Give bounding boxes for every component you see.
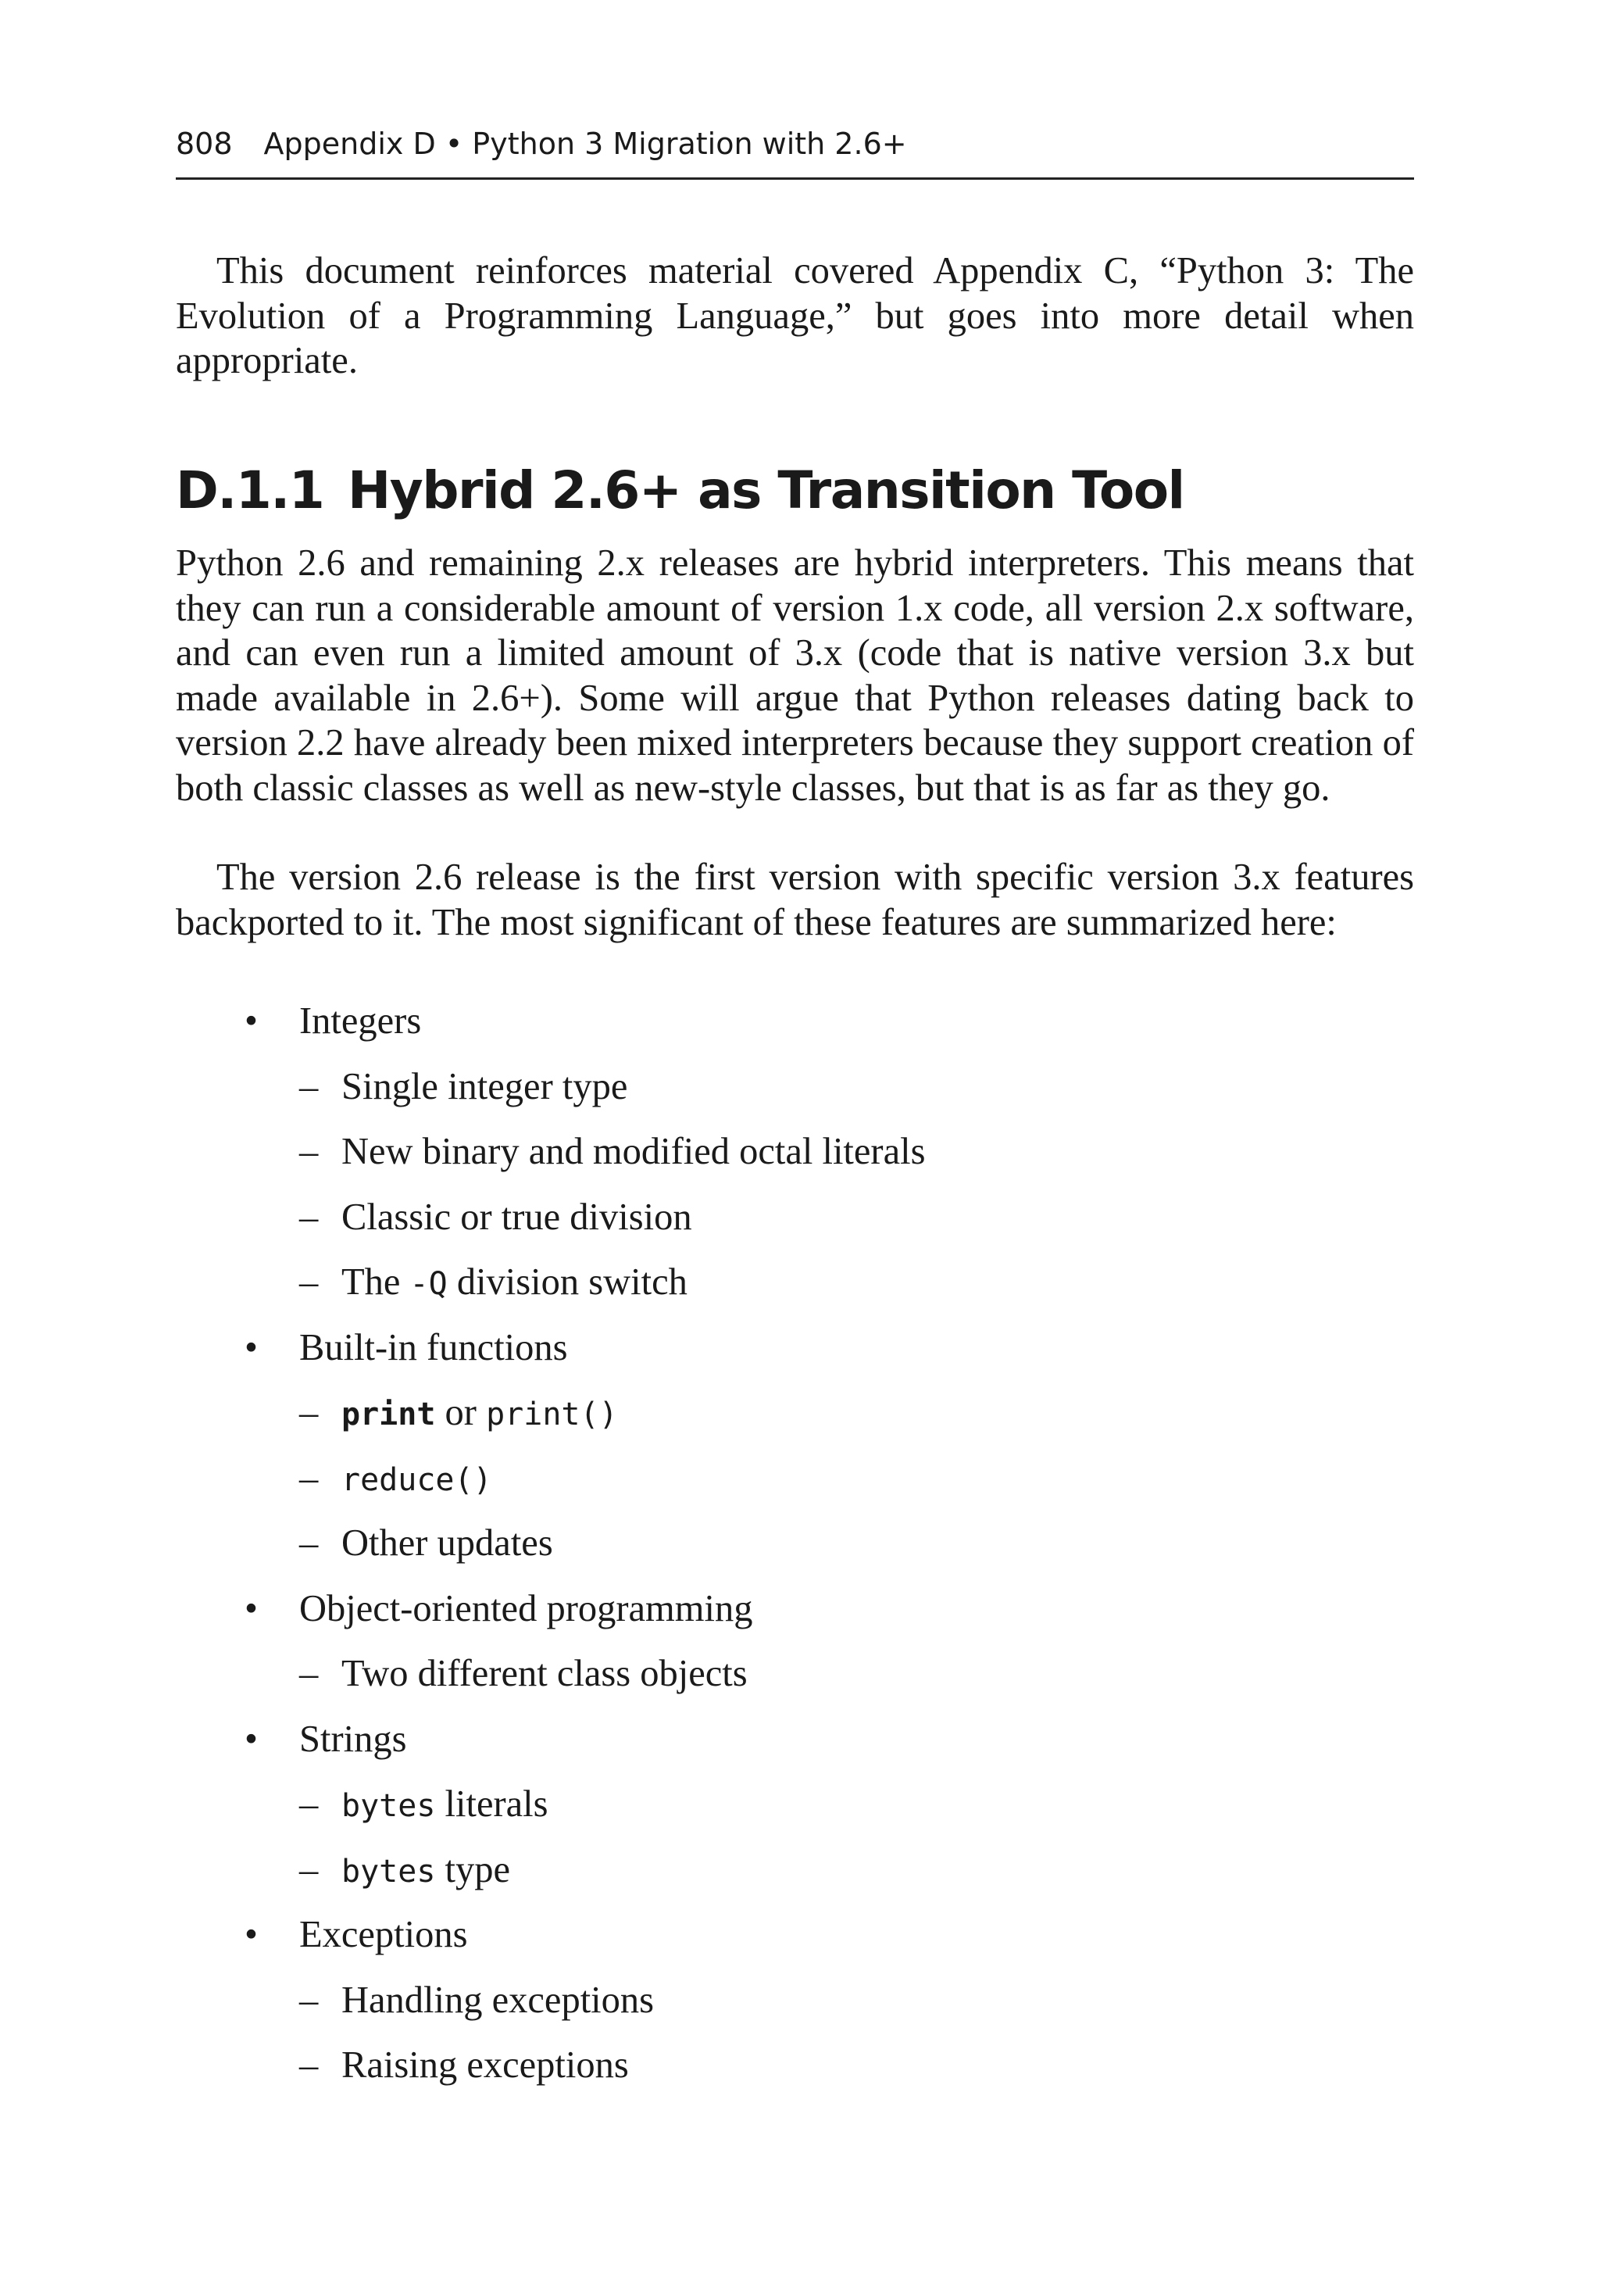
bullet-marker: •: [245, 1587, 258, 1629]
section-number: D.1.1: [176, 460, 324, 520]
section-heading: [176, 460, 1184, 522]
bullet-label: Integers: [299, 1000, 422, 1042]
code-keyword: print: [341, 1397, 436, 1432]
code-literal: bytes: [341, 1853, 436, 1890]
bullet-marker: •: [245, 1914, 258, 1955]
sub-item-text: [341, 1195, 692, 1240]
dash-marker: –: [299, 1131, 319, 1172]
dash-marker: –: [299, 1783, 319, 1825]
page-number: 808: [176, 127, 233, 161]
sub-item-text: [341, 1260, 688, 1307]
header-rule: [176, 177, 1414, 180]
sub-item-text: [341, 1390, 618, 1438]
running-header: [176, 127, 907, 161]
dash-marker: –: [299, 1196, 319, 1238]
section-title: Hybrid 2.6+ as Transition Tool: [348, 460, 1184, 520]
body-paragraph: The version 2.6 release is the first version with specific version 3.x features backported to it. The most significant of these features are summarized here:: [176, 857, 1414, 943]
item-text: division switch: [447, 1261, 688, 1303]
item-text: Classic or true division: [341, 1196, 692, 1238]
item-text: type: [435, 1848, 511, 1890]
code-literal: reduce(): [341, 1461, 492, 1498]
bullet-marker: •: [245, 1718, 258, 1760]
item-text: Raising exceptions: [341, 2044, 629, 2086]
sub-item-text: [341, 1521, 553, 1566]
sub-item-text: [341, 1129, 925, 1175]
dash-marker: –: [299, 1653, 319, 1694]
bullet-label: Exceptions: [299, 1914, 468, 1955]
sub-item-text: [341, 1456, 492, 1504]
sub-item-text: [341, 1651, 748, 1697]
code-literal: bytes: [341, 1788, 436, 1824]
sub-item-text: [341, 1782, 548, 1829]
sub-item-text: [341, 1847, 510, 1895]
item-text: Single integer type: [341, 1065, 628, 1107]
sub-item-text: [341, 1064, 627, 1110]
running-title: Appendix D • Python 3 Migration with 2.6+: [263, 127, 907, 161]
item-text: The: [341, 1261, 410, 1303]
intro-paragraph: This document reinforces material covered Appendix C, “Python 3: The Evolution of a Programming Language,” but goes into more detail when appropriate.: [176, 250, 1414, 381]
item-text: Two different class objects: [341, 1653, 748, 1694]
bullet-label: Object-oriented programming: [299, 1587, 753, 1629]
dash-marker: –: [299, 2044, 319, 2086]
body-paragraph: Python 2.6 and remaining 2.x releases are hybrid interpreters. This means that they can run a considerable amount of version 1.x code, all version 2.x software, and can even run a limited amount of 3.x (code that is native version 3.x but made available in 2.6+). Some will argue that Python releases dating back to version 2.2 have already been mixed interpreters because they support creation of both classic classes as well as new-style classes, but that is as far as they go.: [176, 542, 1414, 809]
bullet-marker: •: [245, 1326, 258, 1368]
bullet-label: Strings: [299, 1718, 407, 1760]
item-text: or: [435, 1392, 487, 1433]
code-literal: print(): [486, 1397, 618, 1432]
item-text: New binary and modified octal literals: [341, 1131, 926, 1172]
bullet-marker: •: [245, 1000, 258, 1042]
item-text: Handling exceptions: [341, 1979, 655, 2021]
dash-marker: –: [299, 1848, 319, 1890]
sub-item-text: [341, 1978, 654, 2023]
dash-marker: –: [299, 1392, 319, 1433]
dash-marker: –: [299, 1065, 319, 1107]
item-text: Other updates: [341, 1522, 553, 1564]
sub-item-text: [341, 2043, 629, 2088]
bullet-label: Built-in functions: [299, 1326, 568, 1368]
code-literal: -Q: [409, 1266, 448, 1302]
dash-marker: –: [299, 1979, 319, 2021]
dash-marker: –: [299, 1522, 319, 1564]
dash-marker: –: [299, 1261, 319, 1303]
dash-marker: –: [299, 1457, 319, 1499]
item-text: literals: [435, 1783, 548, 1825]
